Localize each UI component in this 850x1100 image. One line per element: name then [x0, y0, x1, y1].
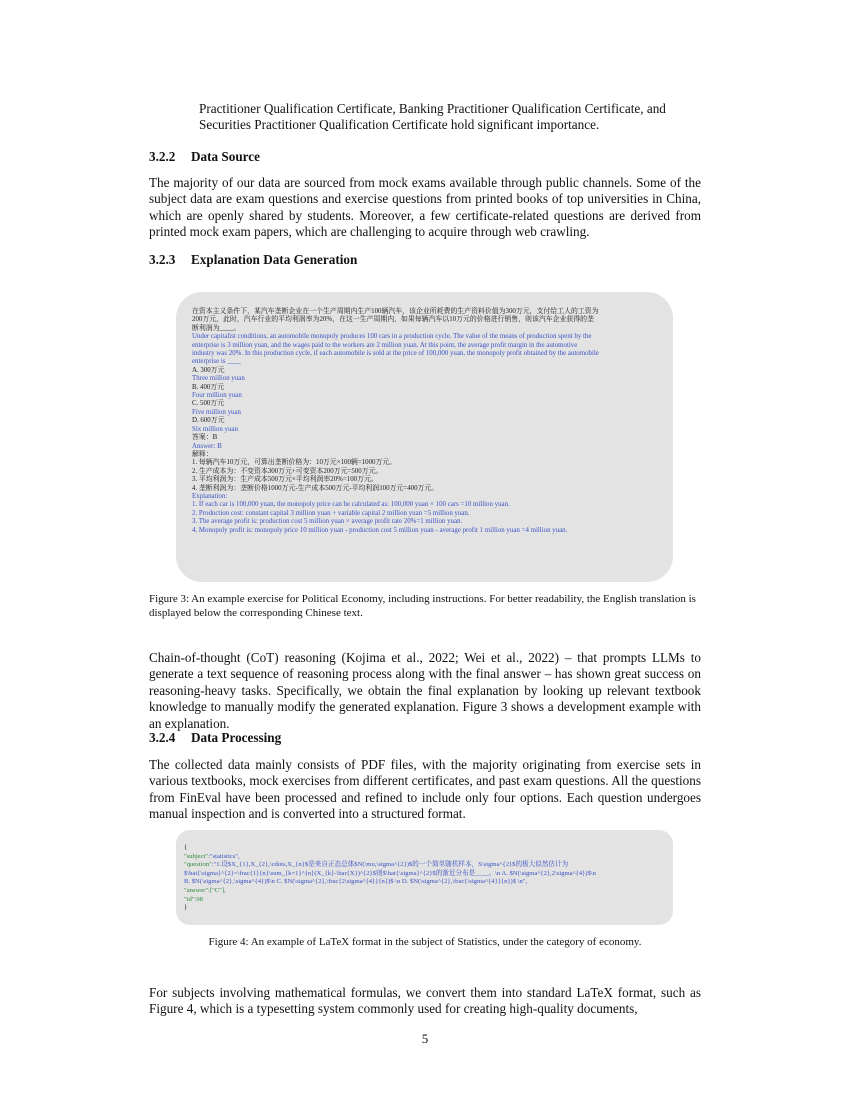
english-translation-line: Explanation: [192, 492, 228, 500]
intro-paragraph: Practitioner Qualification Certificate, Banking Practitioner Qualification Certificate, and Securities Practitioner Qualification Certificate hold significant importance. [199, 101, 666, 133]
section-heading-explanation [149, 252, 357, 268]
final-suffix: format, such as Figure 4, which is a typesetting system commonly used for creating high-quality documents, [149, 985, 702, 1017]
chinese-text-line: 在资本主义条件下，某汽车垄断企业在一个生产周期内生产100辆汽车，该企业所耗费的生产资料价值为300万元，支付给工人的工资为 [192, 308, 599, 315]
json-open-brace: { [184, 844, 188, 851]
english-translation-line: Six million yuan [192, 425, 238, 433]
chinese-text-line: 3. 平均利润为：生产成本500万元×平均利润率20%=100万元。 [192, 476, 378, 484]
json-key: "subject" [184, 852, 209, 860]
json-value: :"1.设$X_{1},X_{2},\cdots,X_{n}$是来自正态总体$N(\mu,\sigma^{2})$的一个简单随机样本，S\sigma^{2}$的极大似然估计为 [211, 861, 569, 869]
chinese-text-line: A. 300万元 [192, 366, 225, 374]
cot-paragraph: Chain-of-thought (CoT) reasoning (Kojima et al., 2022; Wei et al., 2022) – that prompts LLMs to generate a text sequence of reasoning process along with the final answer – has shown great success on reasoning-heavy tasks. Specifically, we obtain the final explanation by looking up relevant textbook knowledge to manually modify the generated explanation. Figure 3 shows a development example with an explanation. [149, 650, 701, 731]
final-prefix: For subjects involving mathematical formulas, we convert them into standard [149, 985, 577, 1000]
json-key: "question" [184, 861, 212, 869]
json-question-line: $\hat{\sigma}^{2}=\frac{1}{n}\sum_{k=1}^{n}(X_{k}-\bar{X})^{2}$则$\hat{\sigma}^{2}$的渐近分布是____。\n A. $N(\sigma^{2},2\sigma^{4})$\n [184, 869, 596, 877]
figure-3-text [192, 308, 662, 535]
section-title: Data Processing [191, 730, 282, 745]
section-number: 3.2.4 [149, 730, 176, 745]
section-heading-data-source [149, 149, 260, 165]
chinese-text-line: C. 500万元 [192, 400, 225, 408]
section-number: 3.2.3 [149, 252, 176, 267]
english-translation-line: 3. The average profit is: production cost 5 million yuan × average profit rate 20%=1 million yuan. [192, 518, 463, 526]
chinese-text-line: B. 400万元 [192, 383, 225, 391]
english-translation-line: enterprise is ____ [192, 358, 241, 366]
json-question-line: B. $N(\sigma^{2},\sigma^{4})$\n C. $N(\sigma^{2},\frac{2\sigma^{4}}{n})$ \n D. $N(\sigma^{2},\frac{\sigma^{4}}{n})$ \n", [184, 878, 528, 886]
chinese-text-line: 200万元，此时，汽车行业的平均利润率为20%，在这一生产周期内，如果每辆汽车以10万元的价格进行销售，则该汽车企业获得的垄 [192, 316, 594, 324]
chinese-text-line: 答案：B [192, 434, 218, 442]
english-translation-line: 2. Production cost: constant capital 3 million yuan + variable capital 2 million yuan =5 million yuan. [192, 509, 470, 517]
figure-3-exercise-box [176, 292, 673, 582]
json-subject-line [184, 853, 669, 862]
section-number: 3.2.2 [149, 149, 176, 164]
data-source-paragraph: The majority of our data are sourced from mock exams available through public channels. Some of the subject data are exam questions and exercise questions from printed books of top universities in China, which are openly shared by students. Moreover, a few certificate-related questions are derived from printed mock exam papers, which are challenging to acquire through web crawling. [149, 175, 701, 240]
json-answer-line: "answer":["C"], [184, 886, 226, 894]
english-translation-line: 4. Monopoly profit is: monopoly price 10 million yuan - production cost 5 million yuan - average profit 1 million yuan =4 million yuan. [192, 526, 568, 534]
figure-4-caption [149, 935, 701, 949]
json-value: :"statistics", [208, 852, 240, 860]
english-translation-line: industry was 20%. In this production cycle, if each automobile is sold at the price of 100,000 yuan, the monopoly profit obtained by the automobile [192, 350, 599, 358]
english-translation-line: 1. If each car is 100,000 yuan, the monopoly price can be calculated as: 100,000 yuan × 100 cars =10 million yuan. [192, 501, 510, 509]
chinese-text-line: D. 600万元 [192, 417, 225, 425]
chinese-text-line: 解释： [192, 450, 213, 458]
figure-4-code [184, 844, 669, 913]
json-close-brace: } [184, 904, 188, 912]
caption-suffix: format in the subject of Statistics, under the category of economy. [349, 936, 642, 948]
json-question-line [184, 861, 669, 870]
page-number: 5 [421, 1031, 429, 1046]
english-translation-line: Five million yuan [192, 408, 241, 416]
section-heading-data-processing [149, 730, 281, 746]
figure-3-caption: Figure 3: An example exercise for Political Economy, including instructions. For better readability, the English translation is displayed below the corresponding Chinese text. [149, 593, 696, 619]
latex-logo: LaTeX [576, 985, 613, 1000]
json-id-line: "id":98 [184, 895, 203, 903]
english-translation-line: enterprise is 3 million yuan, and the wages paid to the workers are 2 million yuan. At this point, the average profit margin in the automotive [192, 341, 578, 349]
figure-4-json-box [176, 830, 673, 925]
final-paragraph [149, 985, 701, 1018]
chinese-text-line: 断利润为____。 [192, 324, 241, 332]
chinese-text-line: 4. 垄断利润为：垄断价格1000万元-生产成本500万元-平均利润100万元=400万元。 [192, 484, 439, 492]
data-processing-paragraph: The collected data mainly consists of PDF files, with the majority originating from exercise sets in various textbooks, mock exercises from different certificates, and past exam questions. All the questions from FinEval have been processed and refined to include only four options. Each question undergoes manual inspection and is converted into a structured format. [149, 757, 701, 822]
english-translation-line: Answer: B [192, 442, 222, 450]
section-title: Explanation Data Generation [191, 252, 358, 267]
english-translation-line: Under capitalist conditions, an automobile monopoly produces 100 cars in a production cycle. The value of the means of production spent by the [192, 333, 592, 341]
latex-logo: LaTeX [318, 936, 350, 948]
chinese-text-line: 1. 每辆汽车10万元，可算出垄断价格为：10万元×100辆=1000万元。 [192, 459, 397, 467]
english-translation-line: Four million yuan [192, 392, 242, 400]
english-translation-line: Three million yuan [192, 375, 245, 383]
section-title: Data Source [191, 149, 260, 164]
caption-prefix: Figure 4: An example of [208, 936, 319, 948]
chinese-text-line: 2. 生产成本为：不变资本300万元+可变资本200万元=500万元。 [192, 467, 383, 475]
